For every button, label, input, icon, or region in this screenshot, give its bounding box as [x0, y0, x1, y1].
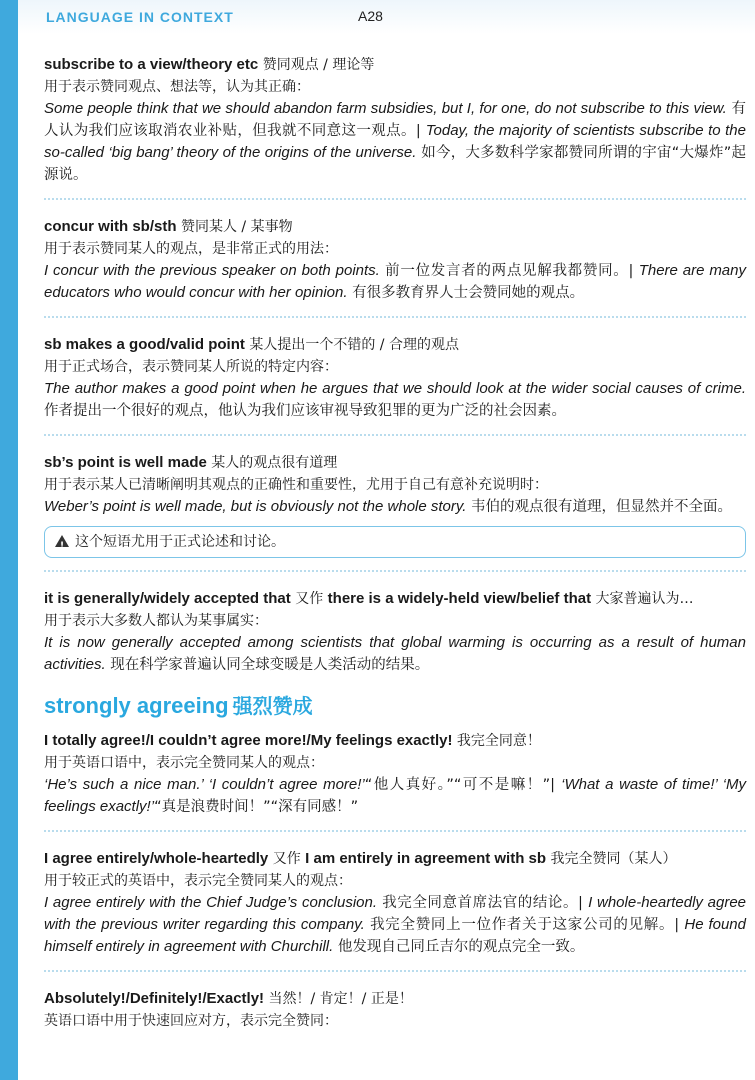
- entry-good-point: [44, 334, 746, 422]
- section-heading: [44, 690, 746, 724]
- example-zh: 韦伯的观点很有道理，但显然并不全面。: [466, 499, 733, 515]
- entry-examples: [44, 774, 746, 818]
- entry-phrase: I agree entirely/whole-heartedly: [44, 850, 269, 867]
- example-en: I agree entirely with the Chief Judge’s conclusion.: [44, 894, 378, 911]
- entry-examples: [44, 378, 746, 422]
- section-title-zh: 强烈赞成: [232, 694, 313, 718]
- example-en: It is now generally accepted among scientists that global warming is occurring as a result of human activities.: [44, 634, 746, 673]
- dotted-divider: [44, 434, 746, 436]
- entry-absolutely: [44, 988, 746, 1032]
- entry-connector: 又作: [268, 851, 306, 867]
- dotted-divider: [44, 830, 746, 832]
- example-zh: 他发现自己同丘吉尔的观点完全一致。: [333, 939, 585, 955]
- entry-usage: 用于表示大多数人都认为某事属实：: [44, 613, 268, 629]
- entry-concur: [44, 216, 746, 304]
- example-zh: 我完全同意首席法官的结论。|: [377, 895, 589, 911]
- entry-translation: 当然！/ 肯定！/ 正是！: [264, 991, 413, 1007]
- entry-translation: 我完全赞同（某人）: [546, 851, 677, 867]
- example-en: There are many educators who would concur with her opinion.: [44, 262, 746, 301]
- entry-phrase-alt: there is a widely-held view/belief that: [327, 590, 592, 607]
- entry-headword: [44, 54, 746, 76]
- entry-generally-accepted: [44, 588, 746, 676]
- entry-phrase: it is generally/widely accepted that: [44, 590, 291, 607]
- entry-headword: [44, 216, 746, 238]
- entry-headword: [44, 988, 746, 1010]
- dotted-divider: [44, 970, 746, 972]
- example-en: The author makes a good point when he argues that we should look at the wider social causes of crime.: [44, 380, 746, 397]
- entry-agree-entirely: [44, 848, 746, 958]
- entry-headword: [44, 588, 746, 610]
- entry-examples: [44, 260, 746, 304]
- entry-usage: 用于表示某人已清晰阐明其观点的正确性和重要性，尤用于自己有意补充说明时：: [44, 477, 548, 493]
- entry-usage: 英语口语中用于快速回应对方，表示完全赞同：: [44, 1013, 338, 1029]
- entry-examples: [44, 98, 746, 186]
- example-zh: “真是浪费时间！”“深有同感！”: [154, 799, 359, 815]
- entry-translation: 赞同观点 / 理论等: [258, 57, 375, 73]
- entry-translation: 某人提出一个不错的 / 合理的观点: [244, 337, 459, 353]
- entry-translation: 大家普遍认为…: [591, 591, 694, 607]
- entry-phrase: Absolutely!/Definitely!/Exactly!: [44, 990, 265, 1007]
- example-en: ‘What a waste of time!’ ‘My feelings exactly!’: [44, 776, 747, 815]
- warning-icon: [55, 535, 69, 547]
- example-zh: 我完全赞同上一位作者关于这家公司的见解。|: [364, 917, 685, 933]
- dotted-divider: [44, 198, 746, 200]
- entry-headword: [44, 730, 746, 752]
- entry-examples: [44, 892, 746, 958]
- example-zh: 现在科学家普遍认同全球变暖是人类活动的结果。: [105, 657, 430, 673]
- entry-phrase: sb’s point is well made: [44, 454, 207, 471]
- entry-phrase: I totally agree!/I couldn’t agree more!/My feelings exactly!: [44, 732, 453, 749]
- example-en: Some people think that we should abandon farm subsidies, but I, for one, do not subscribe to this view.: [44, 100, 727, 117]
- section-title-en: strongly agreeing: [44, 693, 229, 718]
- entry-examples: [44, 496, 746, 518]
- example-en: ‘He’s such a nice man.’ ‘I couldn’t agree more!’: [44, 776, 365, 793]
- dotted-divider: [44, 316, 746, 318]
- entry-headword: [44, 334, 746, 356]
- example-en: He found himself entirely in agreement with Churchill.: [44, 916, 746, 955]
- entry-phrase: sb makes a good/valid point: [44, 336, 245, 353]
- example-en: Today, the majority of scientists subscribe to the so-called ‘big bang’ theory of the origins of the universe.: [44, 122, 746, 161]
- usage-note: [44, 526, 746, 558]
- example-zh: 作者提出一个很好的观点，他认为我们应该审视导致犯罪的更为广泛的社会因素。: [44, 403, 566, 419]
- entry-connector: 又作: [290, 591, 328, 607]
- example-zh: 如今，大多数科学家都赞同所谓的宇宙“大爆炸”起源说。: [44, 145, 746, 183]
- entry-subscribe: [44, 54, 746, 186]
- entry-usage: 用于正式场合，表示赞同某人所说的特定内容：: [44, 359, 338, 375]
- entry-translation: 某人的观点很有道理: [206, 455, 338, 471]
- page-number: A28: [358, 8, 383, 24]
- entry-usage: 用于表示赞同某人的观点，是非常正式的用法：: [44, 241, 338, 257]
- example-zh: “他人真好。”“可不是嘛！”|: [364, 777, 562, 793]
- entry-headword: [44, 452, 746, 474]
- entry-translation: 赞同某人 / 某事物: [176, 219, 293, 235]
- dotted-divider: [44, 570, 746, 572]
- example-zh: 有人认为我们应该取消农业补贴，但我就不同意这一观点。|: [44, 101, 746, 139]
- entry-phrase: subscribe to a view/theory etc: [44, 56, 259, 73]
- entry-phrase-alt: I am entirely in agreement with sb: [305, 850, 547, 867]
- entry-phrase: concur with sb/sth: [44, 218, 177, 235]
- example-zh: 有很多教育界人士会赞同她的观点。: [347, 285, 585, 301]
- example-en: I whole-heartedly agree with the previous writer regarding this company.: [44, 894, 746, 933]
- entry-translation: 我完全同意！: [452, 733, 541, 749]
- side-color-bar: [0, 0, 18, 1080]
- usage-note-text: 这个短语尤用于正式论述和讨论。: [75, 534, 285, 550]
- entry-well-made: [44, 452, 746, 558]
- entry-totally-agree: [44, 730, 746, 818]
- example-en: I concur with the previous speaker on both points.: [44, 262, 380, 279]
- example-zh: 前一位发言者的两点见解我都赞同。|: [379, 263, 639, 279]
- running-header: LANGUAGE IN CONTEXT: [46, 9, 234, 25]
- entry-usage: 用于英语口语中，表示完全赞同某人的观点：: [44, 755, 324, 771]
- entry-usage: 用于表示赞同观点、想法等，认为其正确：: [44, 79, 310, 95]
- page-content: [44, 54, 746, 1032]
- entry-headword: [44, 848, 746, 870]
- entry-examples: [44, 632, 746, 676]
- example-en: Weber’s point is well made, but is obviously not the whole story.: [44, 498, 467, 515]
- entry-usage: 用于较正式的英语中，表示完全赞同某人的观点：: [44, 873, 352, 889]
